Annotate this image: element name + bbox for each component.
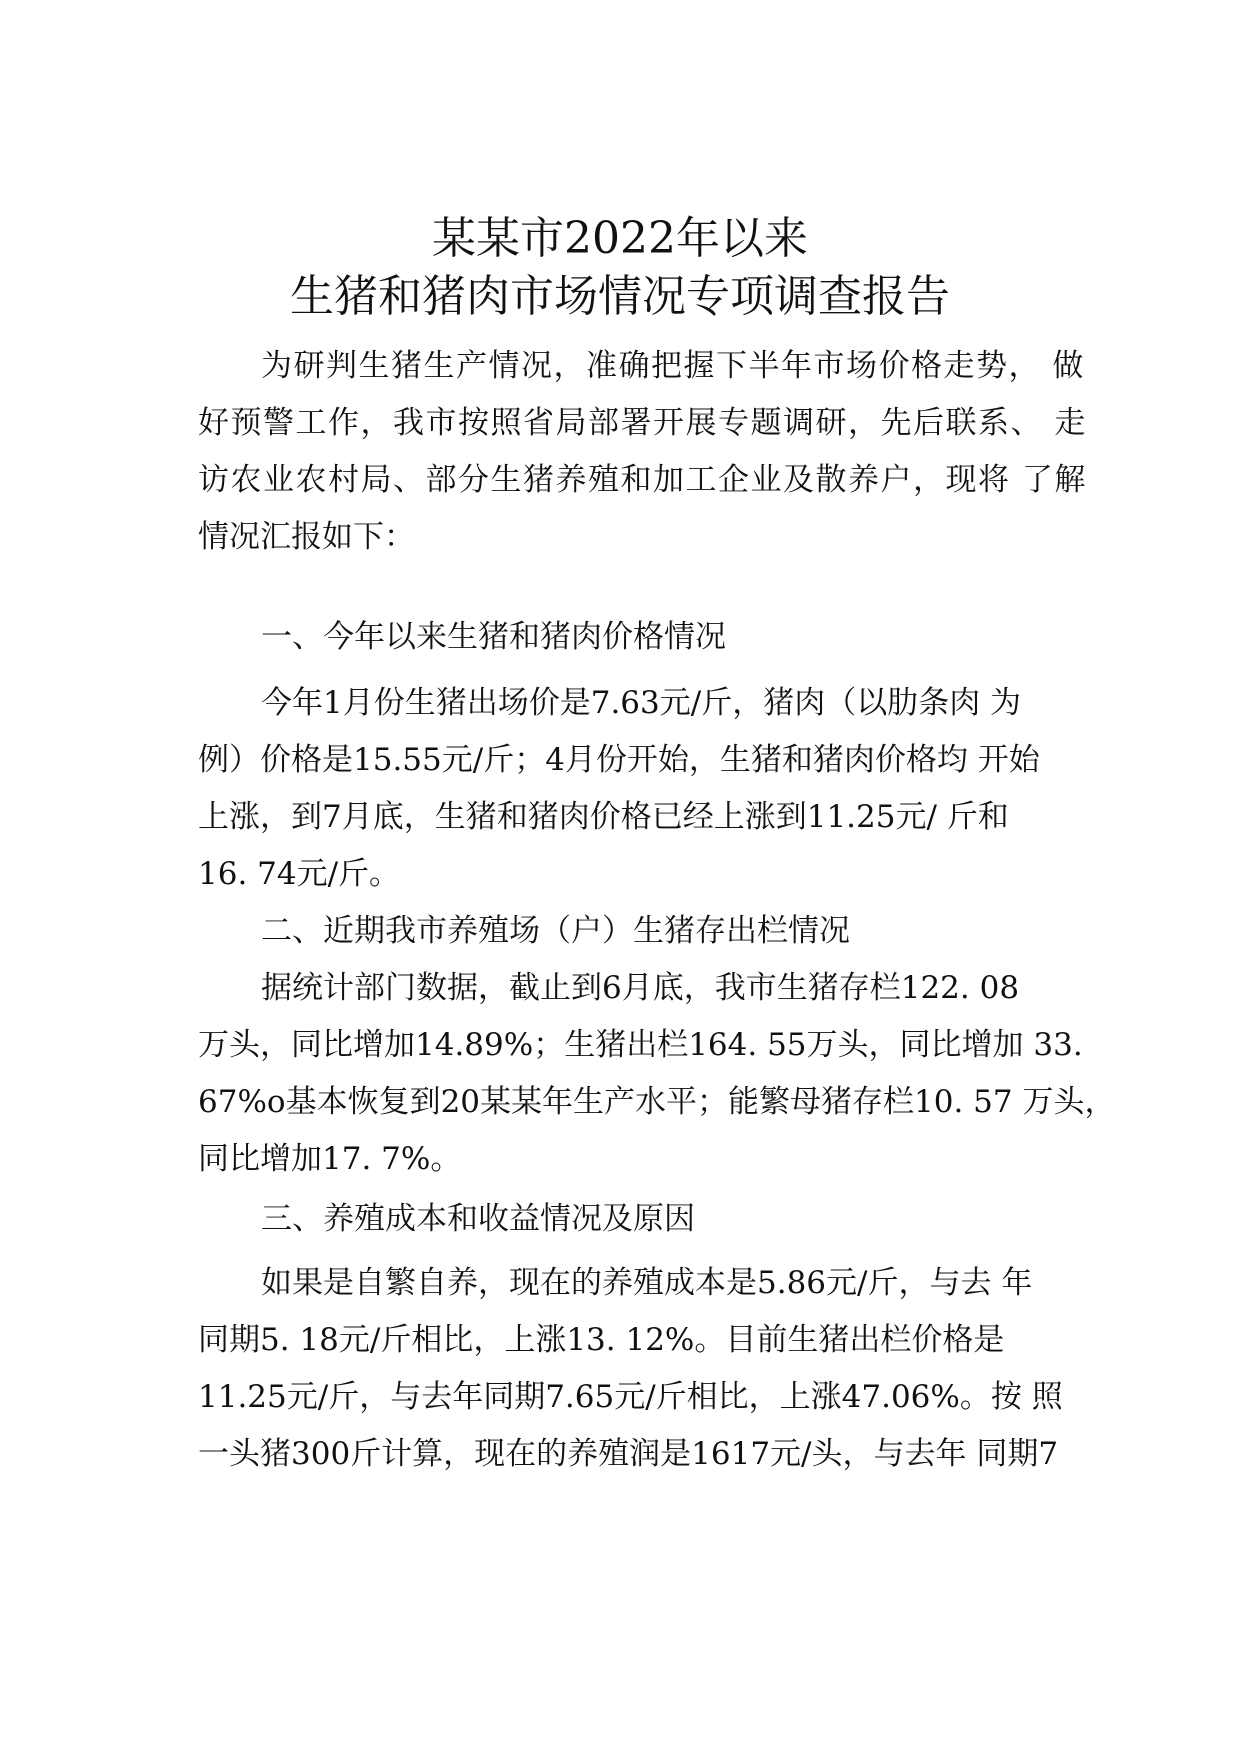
paragraph-1-line-1: 为研判生猪生产情况，准确把握下半年市场价格走势， 做 [261,348,1085,384]
document-title-line-2: 生猪和猪肉市场情况专项调查报告 [290,271,950,322]
paragraph-3-line-2: 万头，同比增加14.89%；生猪出栏164. 55万头，同比增加 33. [198,1027,1083,1063]
paragraph-2-line-4: 16. 74元/斤。 [198,856,401,892]
paragraph-1-line-4: 情况汇报如下： [198,519,415,555]
paragraph-4-line-2: 同期5. 18元/斤相比，上涨13. 12%。目前生猪出栏价格是 [198,1322,1005,1358]
paragraph-2-line-3: 上涨，到7月底，生猪和猪肉价格已经上涨到11.25元/ 斤和 [198,799,1009,835]
paragraph-4-line-3: 11.25元/斤，与去年同期7.65元/斤相比，上涨47.06%。按 照 [198,1379,1063,1415]
paragraph-4-line-4: 一头猪300斤计算，现在的养殖润是1617元/头，与去年 同期7 [198,1436,1059,1472]
paragraph-3-line-4: 同比增加17. 7%。 [198,1141,462,1177]
paragraph-1-line-2: 好预警工作，我市按照省局部署开展专题调研，先后联系、 走 [198,405,1087,441]
paragraph-1-line-3: 访农业农村局、部分生猪养殖和加工企业及散养户，现将 了解 [198,462,1087,498]
paragraph-2-line-2: 例）价格是15.55元/斤；4月份开始，生猪和猪肉价格均 开始 [198,742,1040,778]
section-heading-2: 二、近期我市养殖场（户）生猪存出栏情况 [261,913,850,949]
paragraph-3-line-3: 67%o基本恢复到20某某年生产水平；能繁母猪存栏10. 57 万头， [198,1084,1116,1120]
section-heading-3: 三、养殖成本和收益情况及原因 [261,1201,695,1237]
document-title-line-1: 某某市2022年以来 [432,213,808,264]
paragraph-2-line-1: 今年1月份生猪出场价是7.63元/斤，猪肉（以肋条肉 为 [261,685,1022,721]
paragraph-4-line-1: 如果是自繁自养，现在的养殖成本是5.86元/斤，与去 年 [261,1265,1033,1301]
section-heading-1: 一、今年以来生猪和猪肉价格情况 [261,619,726,655]
paragraph-3-line-1: 据统计部门数据，截止到6月底，我市生猪存栏122. 08 [261,970,1020,1006]
